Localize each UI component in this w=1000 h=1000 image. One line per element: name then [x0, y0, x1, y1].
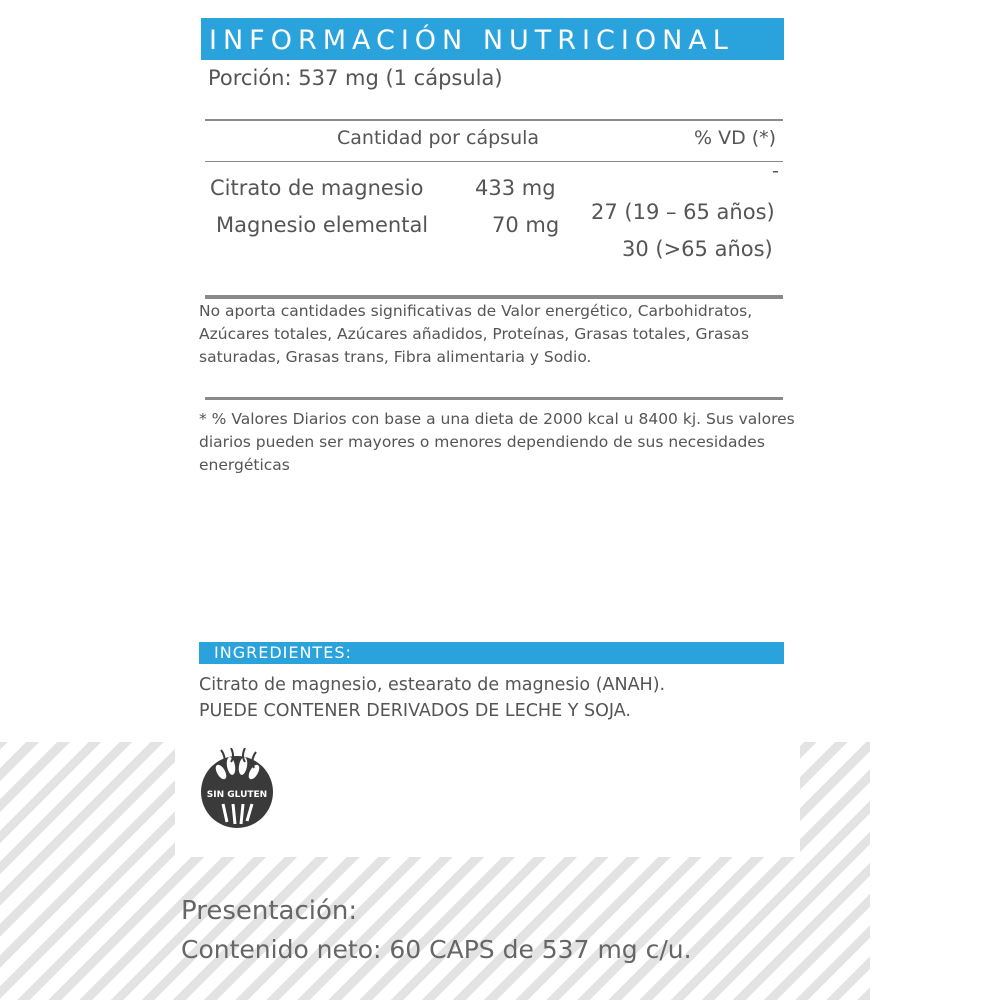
row-name: Citrato de magnesio	[210, 176, 424, 200]
header-amount: Cantidad por cápsula	[337, 127, 540, 149]
header-rule	[205, 161, 783, 162]
table-top-rule	[205, 119, 783, 121]
ingredients-title: INGREDIENTES:	[199, 642, 784, 664]
nutrition-title: INFORMACIÓN NUTRICIONAL	[201, 18, 784, 60]
row-dv-extra: 30 (>65 años)	[622, 237, 773, 261]
header-dv: % VD (*)	[694, 127, 777, 149]
portion-size: Porción: 537 mg (1 cápsula)	[208, 66, 503, 90]
row-dv: -	[772, 160, 779, 182]
presentation-title: Presentación:	[181, 896, 358, 926]
not-significant-note: No aporta cantidades significativas de Valor energético, Carbohidratos, Azúcares totales, Azúcares añadidos, Proteínas, Grasas totales, Grasas saturadas, Grasas trans, Fibra alimentaria y Sodio.	[199, 302, 753, 366]
ingredients-text	[199, 672, 665, 724]
footnote-rule	[205, 397, 783, 400]
wheat-icon	[199, 748, 279, 830]
gluten-free-badge	[199, 748, 279, 830]
row-name: Magnesio elemental	[216, 213, 429, 237]
ingredients-line: Citrato de magnesio, estearato de magnesio (ANAH).	[199, 675, 666, 695]
row-dv: 27 (19 – 65 años)	[591, 200, 775, 224]
row-amount: 70 mg	[492, 213, 560, 237]
dv-footnote: * % Valores Diarios con base a una dieta de 2000 kcal u 8400 kj. Sus valores diarios pueden ser mayores o menores dependiendo de sus necesidades energéticas	[199, 410, 795, 474]
allergen-line: PUEDE CONTENER DERIVADOS DE LECHE Y SOJA.	[199, 701, 631, 721]
row-amount: 433 mg	[475, 176, 556, 200]
badge-label: SIN GLUTEN	[206, 790, 268, 800]
presentation-content: Contenido neto: 60 CAPS de 537 mg c/u.	[181, 935, 692, 964]
table-bottom-rule	[205, 295, 783, 299]
